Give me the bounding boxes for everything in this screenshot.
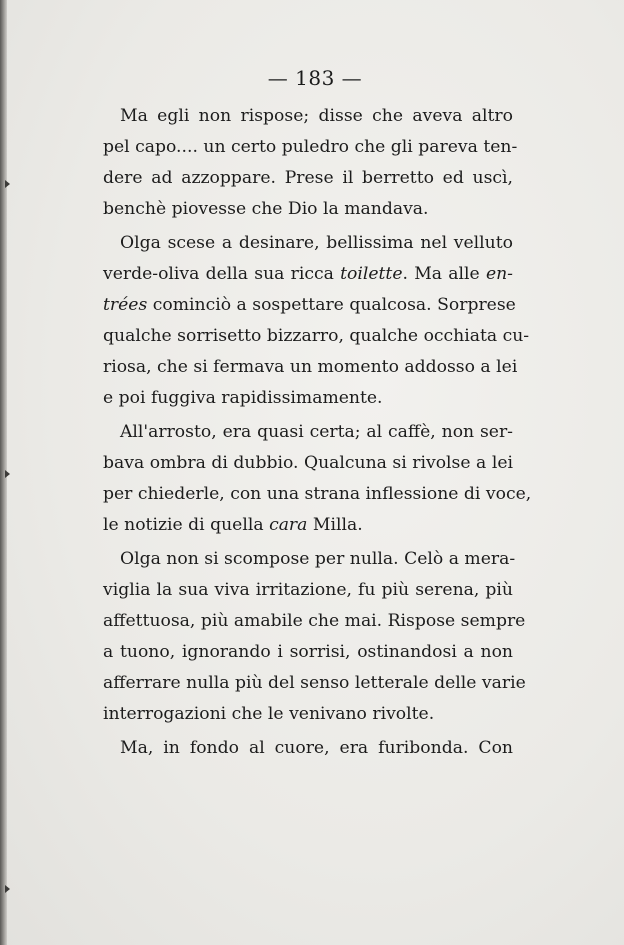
text-line: Ma, in fondo al cuore, era furibonda. Con xyxy=(120,738,513,758)
text-line: benchè piovesse che Dio la mandava. xyxy=(103,199,429,219)
text-line: affettuosa, più amabile che mai. Rispose sempre xyxy=(103,611,526,631)
text-line: per chiederle, con una strana inflessione di voce, xyxy=(103,484,532,504)
text-line: afferrare nulla più del senso letterale delle varie xyxy=(103,673,526,693)
text-line: e poi fuggiva rapidissimamente. xyxy=(103,388,383,408)
binding-mark xyxy=(5,470,10,478)
italic-word: cara xyxy=(269,515,308,535)
text-line: Ma egli non rispose; disse che aveva altro xyxy=(120,106,513,126)
binding-mark xyxy=(5,885,10,893)
text-line: viglia la sua viva irritazione, fu più serena, più xyxy=(103,580,513,600)
binding-mark xyxy=(5,180,10,188)
page-number: — 183 — xyxy=(267,66,363,90)
text-line: qualche sorrisetto bizzarro, qualche occhiata cu- xyxy=(103,326,530,346)
text-line: Olga scese a desinare, bellissima nel velluto xyxy=(120,233,513,253)
text-line: le notizie di quella cara Milla. xyxy=(103,515,363,535)
text-line: Olga non si scompose per nulla. Celò a mera- xyxy=(120,549,516,569)
text-line: trées cominciò a sospettare qualcosa. Sorprese xyxy=(103,295,516,315)
text-line: pel capo.... un certo puledro che gli pareva ten- xyxy=(103,137,518,157)
text-line: verde-oliva della sua ricca toilette. Ma alle en- xyxy=(103,264,513,284)
text-line: riosa, che si fermava un momento addosso a lei xyxy=(103,357,518,377)
body-text xyxy=(103,101,532,764)
text-line: dere ad azzoppare. Prese il berretto ed uscì, xyxy=(103,168,513,188)
italic-word: toilette xyxy=(340,264,403,284)
italic-word: en- xyxy=(485,264,513,284)
text-line: a tuono, ignorando i sorrisi, ostinandosi a non xyxy=(103,642,513,662)
text-line: interrogazioni che le venivano rivolte. xyxy=(103,704,435,724)
page-binding-edge xyxy=(0,0,7,945)
text-line: All'arrosto, era quasi certa; al caffè, non ser- xyxy=(120,422,513,442)
italic-word: trées xyxy=(103,295,148,315)
text-line: bava ombra di dubbio. Qualcuna si rivolse a lei xyxy=(103,453,513,473)
